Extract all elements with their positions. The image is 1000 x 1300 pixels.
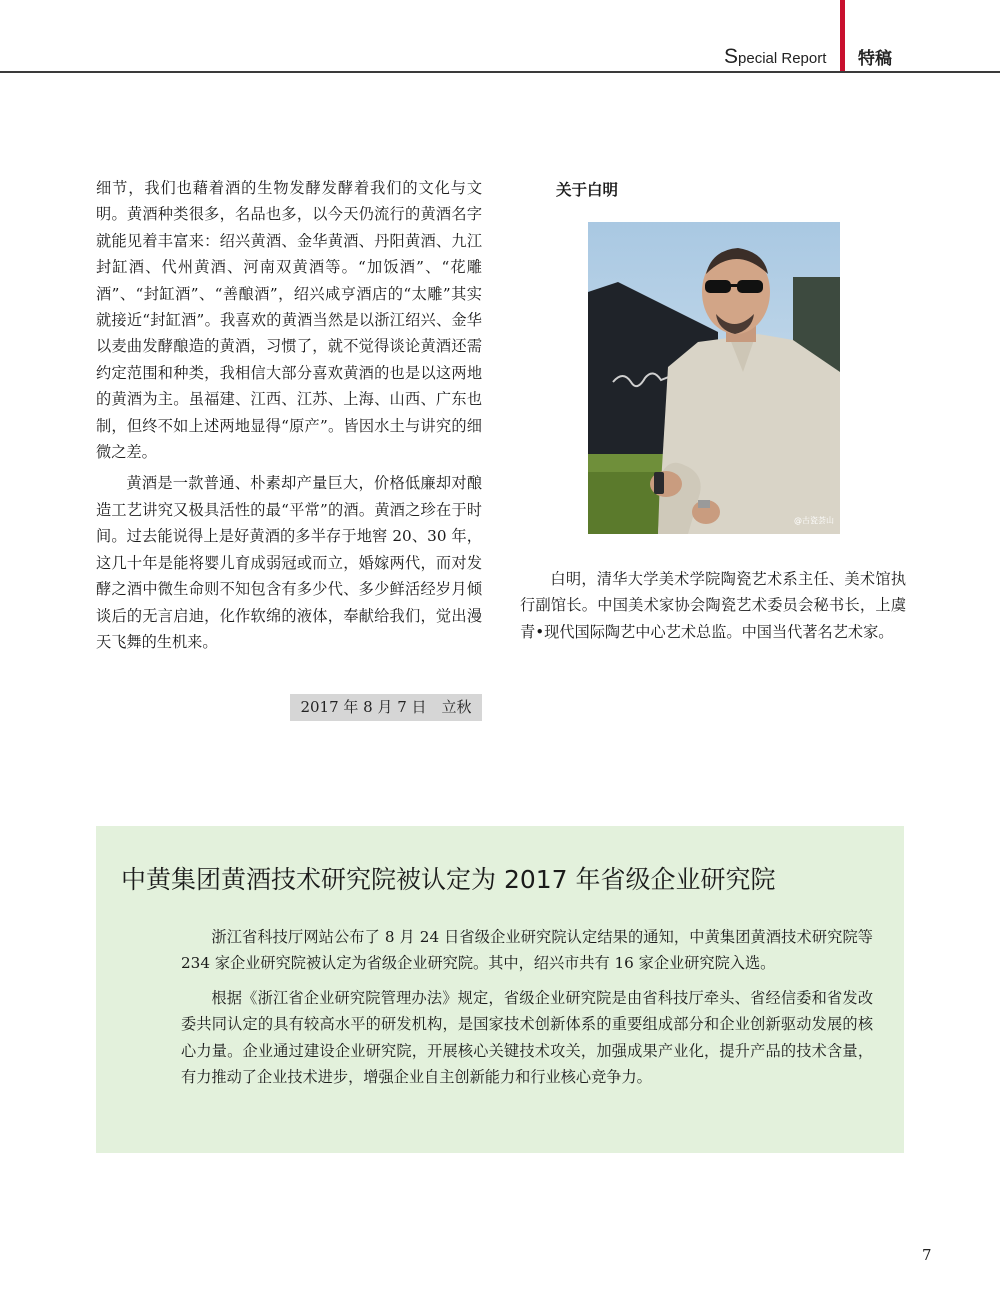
section-label-en [724,45,826,69]
page-number: 7 [922,1246,932,1264]
section-label-initial: S [724,45,739,68]
header-accent-bar [840,0,845,72]
section-label-zh: 特稿 [858,49,892,69]
portrait-photo [588,222,840,534]
article-column [96,175,482,655]
article-paragraph-1: 细节，我们也藉着酒的生物发酵发酵着我们的文化与文明。黄酒种类很多，名品也多，以今天仍流行的黄酒名字就能见着丰富来：绍兴黄酒、金华黄酒、丹阳黄酒、九江封缸酒、代州黄酒、河南双黄酒等。“加饭酒”、“花雕酒”、“封缸酒”、“善酿酒”，绍兴咸亨酒店的“太雕”其实就接近“封缸酒”。我喜欢的黄酒当然是以浙江绍兴、金华以麦曲发酵酿造的黄酒，习惯了，就不觉得谈论黄酒还需约定范围和种类，我相信大部分喜欢黄酒的也是以这两地的黄酒为主。虽福建、江西、江苏、上海、山西、广东也制，但终不如上述两地显得“原产”。皆因水土与讲究的细微之差。 [96,179,482,462]
about-bio-text: 白明，清华大学美术学院陶瓷艺术系主任、美术馆执行副馆长。中国美术家协会陶瓷艺术委员会秘书长，上虞青•现代国际陶艺中心艺术总监。中国当代著名艺术家。 [520,570,906,641]
news-paragraph-2: 根据《浙江省企业研究院管理办法》规定，省级企业研究院是由省科技厅牵头、省经信委和省发改委共同认定的具有较高水平的研发机构，是国家技术创新体系的重要组成部分和企业创新驱动发展的核心力量。企业通过建设企业研究院，开展核心关键技术攻关，加强成果产业化，提升产品的技术含量，有力推动了企业技术进步，增强企业自主创新能力和行业核心竞争力。 [181,988,873,1087]
news-body [181,924,873,1090]
about-bio [520,566,906,645]
photo-credit: @古瓷荟山 [794,516,834,525]
section-label-rest: pecial Report [738,50,827,67]
article-date: 2017 年 8 月 7 日 立秋 [290,694,482,721]
news-title: 中黄集团黄酒技术研究院被认定为 2017 年省级企业研究院 [121,865,776,894]
news-paragraph-1: 浙江省科技厅网站公布了 8 月 24 日省级企业研究院认定结果的通知，中黄集团黄酒技术研究院等 234 家企业研究院被认定为省级企业研究院。其中，绍兴市共有 16 家企业研究院入选。 [181,928,873,973]
header-rule [0,71,1000,73]
about-heading: 关于白明 [556,181,619,199]
article-paragraph-2: 黄酒是一款普通、朴素却产量巨大，价格低廉却对酿造工艺讲究又极具活性的最“平常”的酒。黄酒之珍在于时间。过去能说得上是好黄酒的多半存于地窖 20、30 年，这几十年是能将婴儿育成弱冠或而立，婚嫁两代，而对发酵之酒中微生命则不知包含有多少代、多少鲜活经岁月倾谈后的无言启迪，化作软绵的液体，奉献给我们，觉出漫天飞舞的生机来。 [96,474,482,651]
